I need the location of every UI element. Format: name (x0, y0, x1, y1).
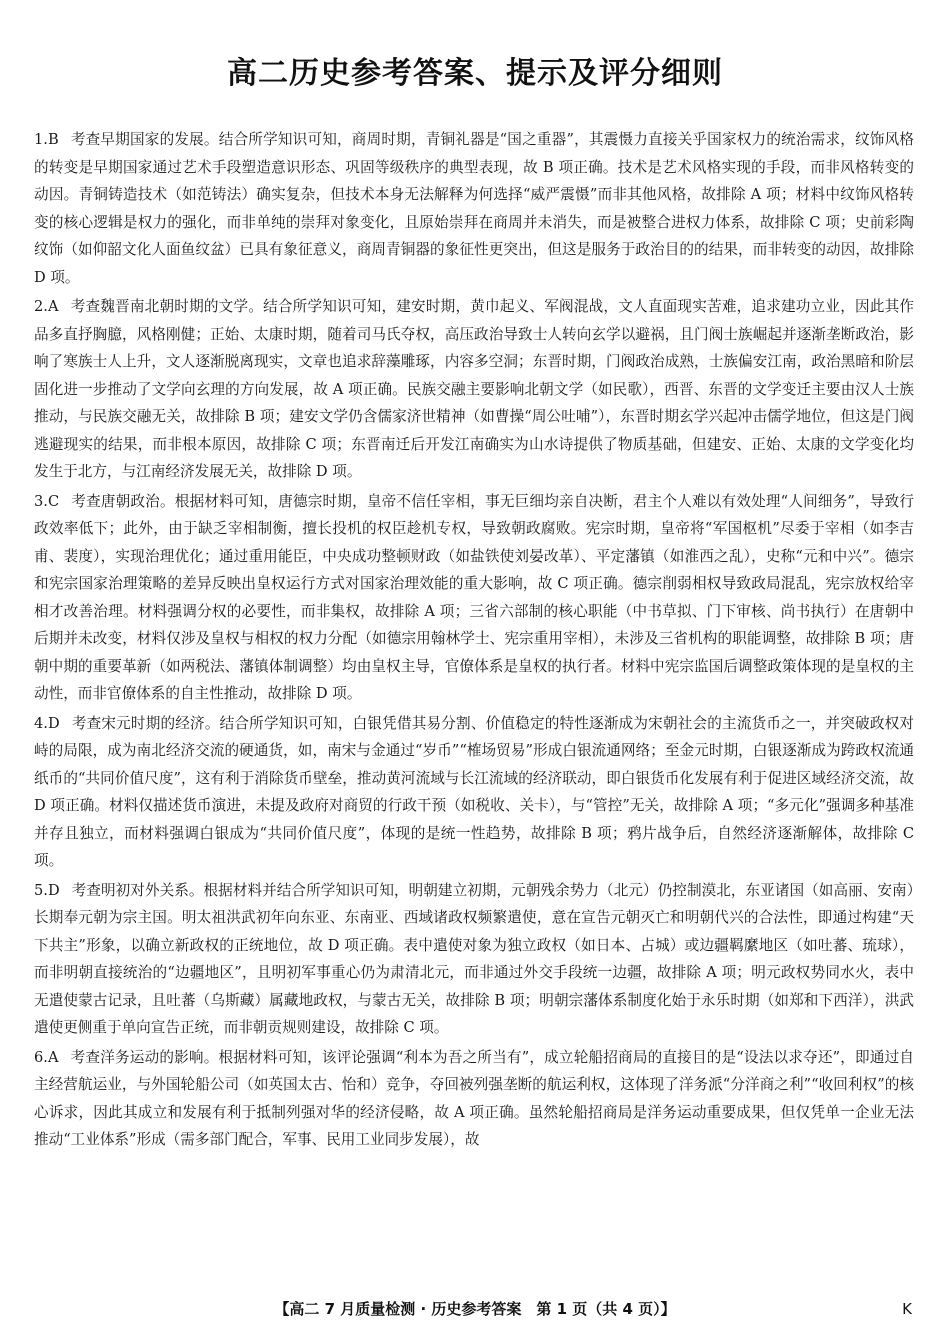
item-explanation: 考查早期国家的发展。结合所学知识可知，商周时期，青铜礼器是“国之重器”，其震慑力直接关乎国家权力的统治需求，纹饰风格的转变是早期国家通过艺术手段塑造意识形态、巩固等级秩序的典型表现，故 B 项正确。技术是艺术风格实现的手段，而非风格转变的动因。青铜铸造技术（如范铸法）确实复杂，但技术本身无法解释为何选择“威严震慑”而非其他风格，故排除 A 项；材料中纹饰风格转变的核心逻辑是权力的强化，而非单纯的崇拜对象变化，且原始崇拜在商周并未消失，而是被整合进权力体系，故排除 C 项；史前彩陶纹饰（如仰韶文化人面鱼纹盆）已具有象征意义，商周青铜器的象征性更突出，但这是服务于政治目的的结果，而非转变的动因，故排除 D 项。 (34, 131, 914, 286)
page-title: 高二历史参考答案、提示及评分细则 (227, 56, 723, 91)
answer-item-2 (34, 293, 914, 486)
answer-item-5 (34, 877, 914, 1042)
answer-item-1 (34, 126, 914, 291)
footer-label: 【高二 7 月质量检测 · 历史参考答案 第 1 页（共 4 页）】 (274, 1300, 676, 1318)
answer-item-6 (34, 1044, 914, 1154)
item-number: 5. (34, 881, 48, 899)
answer-item-3 (34, 488, 914, 708)
item-number: 2. (34, 298, 48, 315)
item-number: 4. (34, 714, 48, 732)
item-answer: D (47, 714, 60, 732)
answer-list (34, 126, 914, 1156)
item-answer: B (47, 131, 59, 148)
item-answer: A (47, 298, 59, 315)
item-explanation: 考查明初对外关系。根据材料并结合所学知识可知，明朝建立初期，元朝残余势力（北元）仍控制漠北，东亚诸国（如高丽、安南）长期奉元朝为宗主国。明太祖洪武初年向东亚、东南亚、西域诸政权频繁遣使，意在宣告元朝灭亡和明朝代兴的合法性，即通过构建“天下共主”形象，以确立新政权的正统地位，故 D 项正确。表中遣使对象为独立政权（如日本、占城）或边疆羁縻地区（如吐蕃、琉球），而非明朝直接统治的“边疆地区”，且明初军事重心仍为肃清北元，而非通过外交手段统一边疆，故排除 A 项；明元政权势同水火，表中无遣使蒙古记录，且吐蕃（乌斯藏）属藏地政权，与蒙古无关，故排除 B 项；明朝宗藩体系制度化始于永乐时期（如郑和下西洋），洪武遣使更侧重于单向宣告正统，而非朝贡规则建设，故排除 C 项。 (34, 881, 914, 1036)
page-footer (0, 1296, 950, 1322)
item-number: 1. (34, 131, 48, 148)
item-explanation: 考查洋务运动的影响。根据材料可知，该评论强调“利本为吾之所当有”，成立轮船招商局的直接目的是“设法以求夺还”，即通过自主经营航运业，与外国轮船公司（如英国太古、怡和）竞争，夺回被列强垄断的航运利权，这体现了洋务派“分洋商之利”“收回利权”的核心诉求，因此其成立和发展有利于抵制列强对华的经济侵略，故 A 项正确。虽然轮船招商局是洋务运动重要成果，但仅凭单一企业无法推动“工业体系”形成（需多部门配合，军事、民用工业同步发展），故 (34, 1048, 914, 1148)
item-answer: C (47, 492, 60, 510)
answer-item-4 (34, 710, 914, 875)
footer-code: K (902, 1300, 912, 1318)
item-explanation: 考查魏晋南北朝时期的文学。结合所学知识可知，建安时期，黄巾起义、军阀混战，文人直面现实苦难，追求建功立业，因此其作品多直抒胸臆，风格刚健；正始、太康时期，随着司马氏夺权，高压政治导致士人转向玄学以避祸，且门阀士族崛起并逐渐垄断政治，影响了寒族士人上升，文人逐渐脱离现实，文章也追求辞藻雕琢，内容多空洞；东晋时期，门阀政治成熟，士族偏安江南，政治黑暗和阶层固化进一步推动了文学向玄理的方向发展，故 A 项正确。民族交融主要影响北朝文学（如民歌），西晋、东晋的文学变迁主要由汉人士族推动，与民族交融无关，故排除 B 项；建安文学仍含儒家济世精神（如曹操“周公吐哺”），东晋时期玄学兴起冲击儒学地位，但这是门阀逃避现实的结果，而非根本原因，故排除 C 项；东晋南迁后开发江南确实为山水诗提供了物质基础，但建安、正始、太康的文学变化均发生于北方，与江南经济发展无关，故排除 D 项。 (34, 298, 914, 480)
item-number: 6. (34, 1048, 48, 1066)
item-explanation: 考查宋元时期的经济。结合所学知识可知，白银凭借其易分割、价值稳定的特性逐渐成为宋朝社会的主流货币之一，并突破政权对峙的局限，成为南北经济交流的硬通货，如，南宋与金通过“岁币”“榷场贸易”形成白银流通网络；至金元时期，白银逐渐成为跨政权流通纸币的“共同价值尺度”，这有利于消除货币壁垒，推动黄河流域与长江流域的经济联动，即白银货币化发展有利于促进区域经济交流，故 D 项正确。材料仅描述货币演进，未提及政府对商贸的行政干预（如税收、关卡），与“管控”无关，故排除 A 项；“多元化”强调多种基准并存且独立，而材料强调白银成为“共同价值尺度”，体现的是统一性趋势，故排除 B 项；鸦片战争后，自然经济逐渐解体，故排除 C 项。 (34, 714, 914, 869)
item-answer: A (47, 1048, 59, 1066)
item-answer: D (47, 881, 60, 899)
item-explanation: 考查唐朝政治。根据材料可知，唐德宗时期，皇帝不信任宰相，事无巨细均亲自决断，君主个人难以有效处理“人间细务”，导致行政效率低下；此外，由于缺乏宰相制衡，擅长投机的权臣趁机专权，导致朝政腐败。宪宗时期，皇帝将“军国枢机”尽委于宰相（如李吉甫、裴度），实现治理优化；通过重用能臣，中央成功整顿财政（如盐铁使刘晏改革）、平定藩镇（如淮西之乱），史称“元和中兴”。德宗和宪宗国家治理策略的差异反映出皇权运行方式对国家治理效能的重大影响，故 C 项正确。德宗削弱相权导致政局混乱，宪宗放权给宰相才改善治理。材料强调分权的必要性，而非集权，故排除 A 项；三省六部制的核心职能（中书草拟、门下审核、尚书执行）在唐朝中后期并未改变，材料仅涉及皇权与相权的权力分配（如德宗用翰林学士、宪宗重用宰相），未涉及三省机构的职能调整，故排除 B 项；唐朝中期的重要革新（如两税法、藩镇体制调整）均由皇权主导，官僚体系是皇权的执行者。材料中宪宗监国后调整政策体现的是皇权的主动性，而非官僚体系的自主性推动，故排除 D 项。 (34, 492, 914, 702)
item-number: 3. (34, 492, 48, 510)
